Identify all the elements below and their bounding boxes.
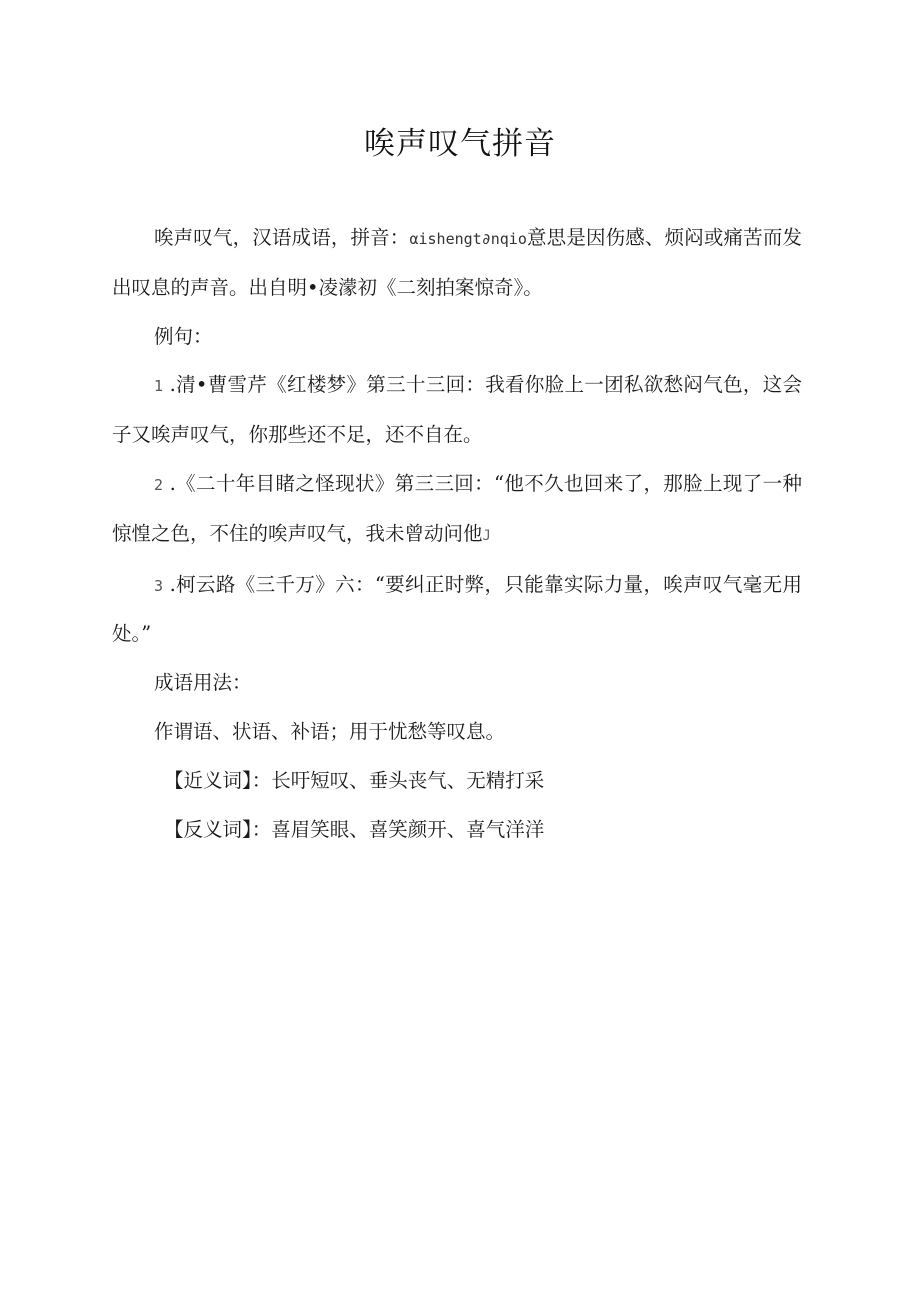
example-number: 1 (154, 377, 164, 396)
intro-paragraph (112, 214, 802, 313)
antonyms-line: 【反义词】：喜眉笑眼、喜笑颜开、喜气洋洋 (164, 817, 545, 841)
example-text: .《二十年目睹之怪现状》第三三回：“他不久也回来了，那脸上现了一种惊惶之色，不住的唉声叹气，我未曾动问他 (112, 471, 803, 545)
document-body (112, 214, 802, 854)
synonyms-line: 【近义词】：长吁短叹、垂头丧气、无精打采 (164, 768, 545, 792)
document-title: 唉声叹气拼音 (364, 126, 556, 162)
example-number: 2 (154, 475, 164, 494)
example-item-2 (112, 460, 802, 561)
usage-heading: 成语用法： (154, 671, 252, 695)
example-item-3 (112, 561, 802, 660)
example-text: .清•曹雪芹《红楼梦》第三十三回：我看你脸上一团私欲愁闷气色，这会子又唉声叹气，你那些还不足，还不自在。 (112, 373, 803, 447)
usage-text: 作谓语、状语、补语；用于忧愁等叹息。 (154, 719, 506, 743)
example-item-1 (112, 361, 802, 460)
examples-heading: 例句： (154, 324, 213, 348)
intro-pinyin: αishengt∂nqio (409, 230, 527, 248)
example-number: 3 (154, 576, 164, 595)
intro-text-1: 唉声叹气，汉语成语，拼音： (154, 226, 410, 249)
example-tail-mark: J (482, 527, 491, 544)
example-text: .柯云路《三千万》六：“要纠正时弊，只能靠实际力量，唉声叹气毫无用处。” (112, 572, 803, 646)
intro-text-2: 意思是因伤感、烦闷或痛苦而发出叹息的声音。出自明•凌濛初《二刻拍案惊奇》。 (112, 226, 802, 299)
